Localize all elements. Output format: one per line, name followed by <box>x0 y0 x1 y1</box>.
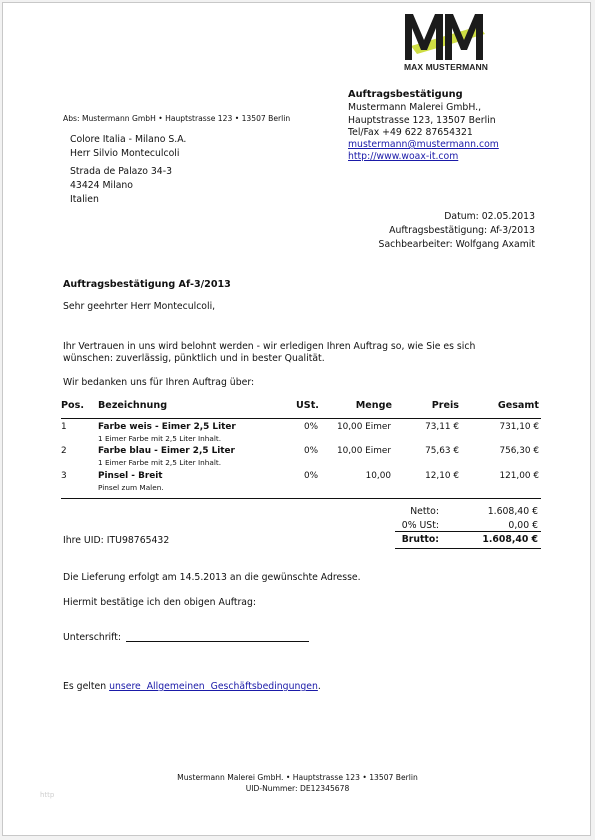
customer-uid: Ihre UID: ITU98765432 <box>63 535 170 546</box>
letter-thanks: Wir bedanken uns für Ihren Auftrag über: <box>63 377 255 388</box>
row-vat: 0% <box>304 422 319 432</box>
terms-suffix: . <box>317 681 321 692</box>
items-table-header <box>61 400 541 414</box>
table-bottom-divider <box>61 498 541 499</box>
row-name: Farbe blau - Eimer 2,5 Liter <box>98 446 235 456</box>
table-row <box>61 422 541 446</box>
row-name: Pinsel - Breit <box>98 471 163 481</box>
logo-letter-m1 <box>405 14 443 60</box>
header-price: Preis <box>431 400 459 411</box>
row-description: 1 Eimer Farbe mit 2,5 Liter Inhalt. <box>98 434 222 443</box>
document-clerk: Sachbearbeiter: Wolfgang Axamit <box>378 239 535 250</box>
company-web-link[interactable]: http://www.woax-it.com <box>348 151 459 162</box>
row-description: 1 Eimer Farbe mit 2,5 Liter Inhalt. <box>98 458 222 467</box>
row-qty: 10,00 Eimer <box>336 446 391 456</box>
letter-intro-line1: Ihr Vertrauen in uns wird belohnt werden - wir erledigen Ihren Auftrag so, wie Sie es sich <box>63 341 476 352</box>
row-name: Farbe weis - Eimer 2,5 Liter <box>98 422 236 432</box>
company-email-link[interactable]: mustermann@mustermann.com <box>348 139 499 150</box>
watermark-text: http <box>40 791 55 799</box>
logo-text: MAX MUSTERMANN <box>403 62 489 72</box>
row-total: 121,00 € <box>499 471 539 481</box>
document-page <box>2 2 591 836</box>
row-pos: 1 <box>61 422 67 432</box>
row-total: 756,30 € <box>499 446 539 456</box>
recipient-person: Herr Silvio Monteculcoli <box>70 148 180 159</box>
logo-mark <box>401 10 491 62</box>
recipient-city: 43424 Milano <box>70 180 133 191</box>
header-name: Bezeichnung <box>98 400 168 411</box>
letter-salutation: Sehr geehrter Herr Monteculcoli, <box>63 301 216 312</box>
row-pos: 3 <box>61 471 67 481</box>
letter-subject: Auftragsbestätigung Af-3/2013 <box>63 279 231 290</box>
row-price: 73,11 € <box>425 422 459 432</box>
row-qty: 10,00 <box>365 471 391 481</box>
header-qty: Menge <box>355 400 392 411</box>
row-price: 12,10 € <box>425 471 459 481</box>
table-row <box>61 446 541 470</box>
vat-label: 0% USt: <box>401 520 439 531</box>
table-row <box>61 471 541 495</box>
delivery-note: Die Lieferung erfolgt am 14.5.2013 an die gewünschte Adresse. <box>63 572 361 583</box>
terms-prefix: Es gelten <box>63 681 110 692</box>
row-price: 75,63 € <box>425 446 459 456</box>
gross-value: 1.608,40 € <box>482 534 538 545</box>
document-number: Auftragsbestätigung: Af-3/2013 <box>389 225 535 236</box>
header-vat: USt. <box>296 400 319 411</box>
header-pos: Pos. <box>61 400 84 411</box>
gross-label: Brutto: <box>401 534 439 545</box>
row-vat: 0% <box>304 471 319 481</box>
company-phone: Tel/Fax +49 622 87654321 <box>348 127 473 138</box>
footer-address: Mustermann Malerei GmbH. • Hauptstrasse 123 • 13507 Berlin <box>177 773 418 782</box>
sender-line: Abs: Mustermann GmbH • Hauptstrasse 123 • 13507 Berlin <box>63 114 291 123</box>
row-pos: 2 <box>61 446 67 456</box>
recipient-company: Colore Italia - Milano S.A. <box>70 134 187 145</box>
totals-divider-top <box>395 531 541 532</box>
row-qty: 10,00 Eimer <box>336 422 391 432</box>
recipient-street: Strada de Palazo 34-3 <box>70 166 172 177</box>
totals-gross <box>395 534 541 548</box>
company-street: Hauptstrasse 123, 13507 Berlin <box>348 115 496 126</box>
net-label: Netto: <box>410 506 439 517</box>
net-value: 1.608,40 € <box>487 506 538 517</box>
row-vat: 0% <box>304 446 319 456</box>
signature-label: Unterschrift: <box>63 632 122 643</box>
terms-link[interactable]: unsere Allgemeinen Geschäftsbedingungen <box>109 681 318 692</box>
company-heading: Auftragsbestätigung <box>348 89 463 100</box>
vat-value: 0,00 € <box>508 520 538 531</box>
company-logo <box>401 10 491 72</box>
footer-uid: UID-Nummer: DE12345678 <box>245 784 350 793</box>
totals-net <box>395 506 541 520</box>
row-total: 731,10 € <box>499 422 539 432</box>
table-header-divider <box>61 418 541 419</box>
recipient-country: Italien <box>70 194 99 205</box>
signature-line[interactable] <box>126 641 309 642</box>
header-total: Gesamt <box>497 400 539 411</box>
letter-intro-line2: wünschen: zuverlässig, pünktlich und in bester Qualität. <box>63 353 325 364</box>
totals-divider-bottom <box>395 548 541 549</box>
confirmation-text: Hiermit bestätige ich den obigen Auftrag: <box>63 597 257 608</box>
terms-line <box>63 680 321 694</box>
row-description: Pinsel zum Malen. <box>98 483 164 492</box>
company-name: Mustermann Malerei GmbH., <box>348 102 482 113</box>
document-date: Datum: 02.05.2013 <box>444 211 535 222</box>
